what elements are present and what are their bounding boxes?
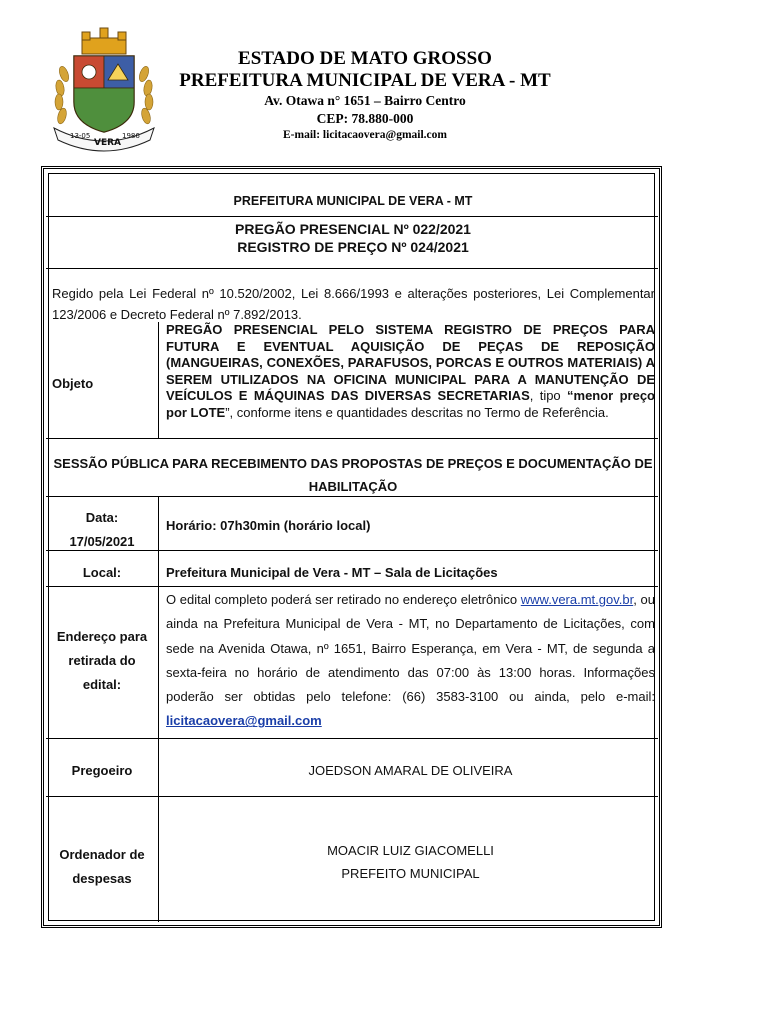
divider (46, 738, 658, 739)
divider (46, 586, 658, 587)
svg-text:13-05: 13-05 (70, 132, 91, 140)
objeto-label: Objeto (52, 376, 94, 391)
pregoeiro-label: Pregoeiro (71, 763, 133, 778)
legal-basis-text: Regido pela Lei Federal nº 10.520/2002, Lei 8.666/1993 e alterações posteriores, Lei Complementar 123/2006 e Decreto Federal nº 7.892/2013. (52, 286, 655, 322)
pregao-number: PREGÃO PRESENCIAL Nº 022/2021 (235, 221, 471, 237)
ordenador-label: Ordenador de despesas (59, 847, 145, 886)
divider (46, 438, 658, 439)
registro-number: REGISTRO DE PREÇO Nº 024/2021 (237, 239, 469, 255)
divider (46, 268, 658, 269)
edital-address-label: Endereço para retirada do edital: (56, 629, 148, 692)
pregoeiro-name: JOEDSON AMARAL DE OLIVEIRA (308, 763, 513, 778)
date-value: 17/05/2021 (69, 534, 135, 549)
objeto-text: PREGÃO PRESENCIAL PELO SISTEMA REGISTRO DE PREÇOS PARA FUTURA E EVENTUAL AQUISIÇÃO DE PEÇAS DE REPOSIÇÃO (MANGUEIRAS, CONEXÕES, PARAFUSOS, PORCAS E OUTROS MATERIAIS) A SEREM UTILIZADOS NA OFICINA MUNICIPAL PARA A MANUTENÇÃO DE VEÍCULOS E MÁQUINAS DAS DIVERSAS SECRETARIAS, tipo “menor preço por LOTE”, conforme itens e quantidades descritas no Termo de Referência. (166, 322, 655, 420)
divider (46, 796, 658, 797)
prefecture-title: PREFEITURA MUNICIPAL DE VERA - MT (179, 70, 551, 91)
divider (46, 216, 658, 217)
email-line: E-mail: licitacaovera@gmail.com (283, 129, 447, 141)
organization-heading: PREFEITURA MUNICIPAL DE VERA - MT (233, 194, 473, 208)
address-line: Av. Otawa n° 1651 – Bairro Centro (264, 93, 466, 108)
date-label: Data: (85, 510, 119, 525)
website-link[interactable]: www.vera.mt.gov.br (520, 592, 634, 607)
svg-text:1986: 1986 (122, 132, 140, 140)
ordenador-name: MOACIR LUIZ GIACOMELLI (327, 843, 494, 858)
edital-address-text: O edital completo poderá ser retirado no endereço eletrônico www.vera.mt.gov.br, ou ainda na Prefeitura Municipal de Vera - MT, no Departamento de Licitações, com sede na Avenida Otawa, nº 1651, Bairro Esperança, em Vera - MT, de segunda a sexta-feira no horário de atendimento das 07:00 às 13:00 horas. Informações poderão ser obtidas pelo telefone: (66) 3583-3100 ou ainda, pelo e-mail: licitacaovera@gmail.com (166, 592, 655, 729)
svg-text:VERA: VERA (94, 138, 122, 148)
cep-line: CEP: 78.880-000 (316, 111, 414, 126)
location-label: Local: (82, 565, 122, 580)
date-cell (48, 506, 156, 554)
municipal-crest (48, 24, 160, 152)
state-title: ESTADO DE MATO GROSSO (238, 48, 492, 69)
email-link[interactable]: licitacaovera@gmail.com (166, 713, 322, 729)
session-heading: SESSÃO PÚBLICA PARA RECEBIMENTO DAS PROPOSTAS DE PREÇOS E DOCUMENTAÇÃO DE HABILITAÇÃO (53, 456, 653, 494)
location-value: Prefeitura Municipal de Vera - MT – Sala de Licitações (166, 565, 498, 580)
column-divider (158, 496, 159, 922)
ordenador-role: PREFEITO MUNICIPAL (341, 866, 480, 881)
time-value: Horário: 07h30min (horário local) (166, 518, 371, 533)
column-divider (158, 322, 159, 438)
